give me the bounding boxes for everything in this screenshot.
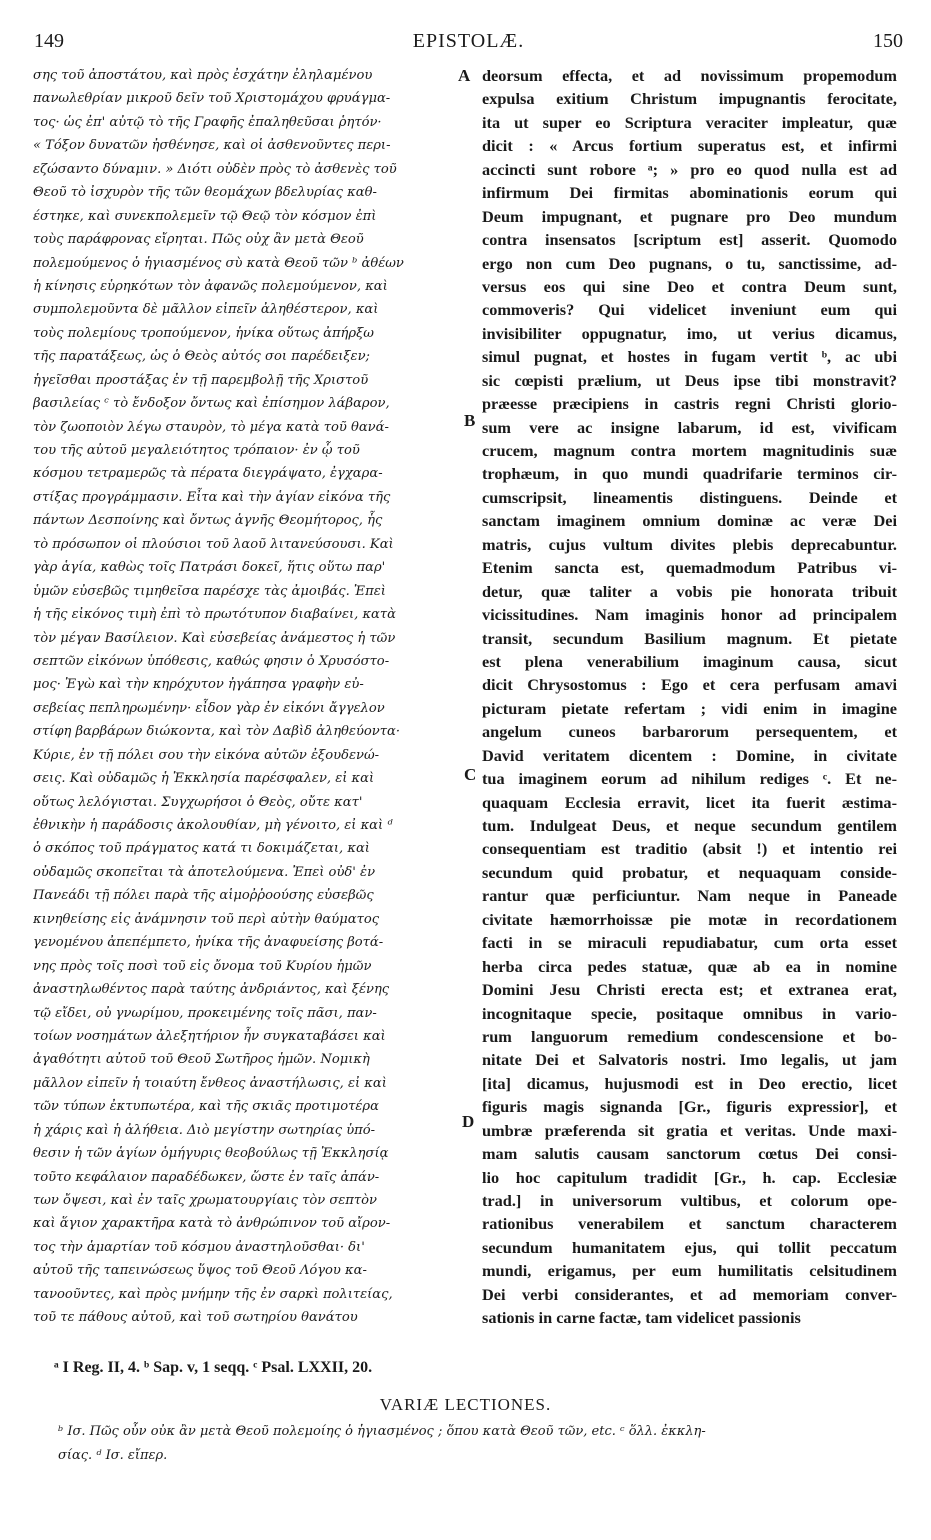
latin-text-line: dicit : « Arcus fortium superatus est, et infirmi	[482, 136, 897, 156]
greek-text-line: νης πρὸς τοῖς ποσὶ τοῦ εἰς ὄνομα τοῦ Κυρίου ἡμῶν	[33, 958, 372, 974]
section-marker-a: A	[458, 66, 471, 85]
latin-text-line: consequentiam est traditio (absit !) et intentio rei	[482, 839, 897, 859]
latin-text-line: matris, cujus vultum divites plebis deprecabuntur.	[482, 534, 897, 554]
page-title: EPISTOLÆ.	[412, 30, 525, 52]
greek-text-line: ἡ κίνησις εὑρηκότων τὸν ἀφανῶς πολεμούμενον, καὶ	[33, 278, 388, 294]
greek-text-line: σεπτῶν εἰκόνων ὑπόθεσις, καθώς φησιν ὁ Χρυσόστο-	[33, 653, 390, 669]
greek-text-line: καὶ ἅγιον χαρακτῆρα κατὰ τὸ ἀνθρώπινον τοῦ αἴρον-	[33, 1216, 391, 1232]
latin-text-line: simul pugnat, et hostes in fugam vertit ᵇ, ac ubi	[482, 347, 897, 367]
running-header	[34, 30, 903, 54]
greek-text-line: στίξας προγράμμασιν. Εἶτα καὶ τὴν ἁγίαν εἰκόνα τῆς	[33, 489, 391, 505]
latin-text-line: angelum cuneos barbarorum persequentem, et	[482, 722, 897, 742]
latin-text-line: ergo non cum Deo pugnans, o tu, sanctissime, ad-	[482, 253, 897, 273]
latin-text-line: David veritatem dicentem : Domine, in civitate	[482, 745, 897, 765]
varia-line: σίας. ᵈ Ισ. εἴπερ.	[58, 1448, 168, 1463]
greek-text-line: στίφη βαρβάρων διώκοντα, καὶ τὸν Δαβὶδ ἀληθεύοντα·	[33, 724, 401, 740]
latin-text-line: civitate hæmorrhoissæ pie motæ in recordationem	[482, 909, 897, 929]
greek-text-line: ἀναστηλωθέντος παρὰ ταύτης ἀνδριάντος, καὶ ξένης	[33, 982, 390, 998]
latin-text-line: dicit Chrysostomus : Ego et cera perfusam amavi	[482, 675, 897, 695]
latin-text-line: sic cœpisti prælium, ut Deus ipse tibi monstravit?	[482, 370, 897, 390]
greek-text-line: των ὄψεσι, καὶ ἐν ταῖς χρωματουργίαις τὸν σεπτὸν	[33, 1193, 377, 1208]
latin-text-line: tum. Indulgeat Deus, et neque secundum gentilem	[482, 816, 897, 835]
latin-text-line: nitate Dei et Salvatoris nostri. Imo legalis, ut jam	[482, 1050, 897, 1070]
latin-text-line: crucem, magnum contra mortem magnitudinis suæ	[482, 441, 897, 460]
latin-text-line: secundum humanitatem ejus, qui tollit peccatum	[482, 1237, 897, 1257]
greek-text-line: μος· Ἐγὼ καὶ τὴν κηρόχυτον ἠγάπησα γραφὴν εὐ-	[33, 677, 364, 693]
greek-text-line: πολεμούμενος ὁ ἡγιασμένος σὺ κατὰ Θεοῦ τῶν ᵇ ἀθέων	[33, 255, 404, 271]
greek-text-line: του τῆς αὐτοῦ μεγαλειότητος τρόπαιον· ἐν ᾧ τοῦ	[33, 443, 360, 458]
greek-text-line: σεβείας πεπληρωμένην· εἶδον γὰρ ἐν εἰκόνι ἄγγελον	[33, 700, 385, 716]
greek-text-line: ἡ τῆς εἰκόνος τιμὴ ἐπὶ τὸ πρωτότυπον διαβαίνει, κατὰ	[33, 607, 396, 623]
greek-text-line: Πανεάδι τῇ πόλει παρὰ τῆς αἱμοῤῥοούσης εὐσεβῶς	[33, 888, 374, 904]
section-marker-c: C	[464, 765, 477, 784]
greek-text-line: τὸν μέγαν Βασίλειον. Καὶ εὐσεβείας ἀνάμεστος ἡ τῶν	[33, 630, 396, 646]
latin-text-line: vicissitudines. Nam imaginis honor ad principalem	[482, 605, 897, 625]
greek-text-line: τοὺς παράφρονας εἴρηται. Πῶς οὐχ ἂν μετὰ Θεοῦ	[33, 232, 364, 248]
greek-text-line: τῆς παρατάξεως, ὡς ὁ Θεὸς αὐτός σοι παρέδειξεν;	[33, 349, 370, 365]
greek-text-line: Κύριε, ἐν τῇ πόλει σου τὴν εἰκόνα αὐτῶν ἐξουδενώ-	[33, 747, 380, 763]
greek-text-line: ἡ χάρις καὶ ἡ ἀλήθεια. Διὸ μεγίστην σωτηρίας ὑπό-	[33, 1122, 376, 1138]
latin-text-line: herba circa pedes statuæ, quæ ab ea in nomine	[482, 956, 897, 976]
greek-text-line: συμπολεμοῦντα δὲ μᾶλλον εἰπεῖν ἀληθέστερον, καὶ	[33, 302, 379, 318]
latin-text-line: transit, secundum Basilium magnum. Et pietate	[482, 628, 897, 648]
latin-text-line: incognitaque specie, positaque omnibus in vario-	[482, 1003, 897, 1023]
greek-text-line: ὁ σκόπος τοῦ πράγματος κατά τι δοκιμάζεται, καὶ	[33, 841, 370, 857]
greek-text-line: γὰρ ἁγία, καθὼς τοῖς Πατράσι δοκεῖ, ἥτις οὕτω παρ'	[33, 560, 386, 576]
latin-text-line: commoveris? Qui videlicet inveniunt eum qui	[482, 300, 897, 320]
latin-text-line: deorsum effecta, et ad novissimum propemodum	[482, 66, 897, 85]
greek-text-line: τὸν ζωοποιὸν λέγω σταυρὸν, τὸ μέγα κατὰ τοῦ θανά-	[33, 419, 389, 435]
greek-text-line: τος· ὡς ἐπ' αὐτῷ τὸ τῆς Γραφῆς ἐπαληθεῦσαι ῥητόν·	[33, 114, 382, 130]
latin-text-line: secundum quid probatur, et nequaquam conside-	[482, 862, 897, 882]
greek-text-line: τῷ εἴδει, οὐ γνωρίμου, προκειμένης τοῖς πᾶσι, παν-	[33, 1005, 377, 1021]
greek-text-line: τοῦτο κεφάλαιον παραδέδωκεν, ὥστε ἐν ταῖς ἁπάν-	[33, 1169, 380, 1185]
latin-text-line: umbræ præferenda sit gratia et veritas. Unde maxi-	[482, 1120, 897, 1140]
page-number-right: 150	[873, 30, 903, 52]
variae-lectiones	[58, 1420, 903, 1468]
latin-text-line: versus eos qui sine Deo et contra Deum sunt,	[482, 276, 897, 296]
latin-text-line: sationis in carne factæ, tam videlicet passionis	[482, 1308, 801, 1328]
greek-text-line: γενομένου ἀπεπέμπετο, ἡνίκα τῆς ἀναφυείσης βοτά-	[33, 935, 384, 951]
latin-text-line: præesse præcipiens in castris regni Christi glorio-	[482, 394, 897, 414]
greek-text-line: τοὺς πολεμίους τροπούμενον, ἡνίκα οὕτως ἀπήρξω	[33, 325, 374, 341]
greek-text-line: κόσμου τετραμερῶς τὰ πέρατα διεγράψατο, ἐγχαρα-	[33, 466, 383, 482]
latin-text-line: contra insensatos [scriptum est] asserit. Quomodo	[482, 230, 897, 250]
greek-text-line: ἡγεῖσθαι προστάξας ἐν τῇ παρεμβολῇ τῆς Χριστοῦ	[33, 372, 369, 388]
latin-text-line: rum languorum remedium condescensione et bo-	[482, 1026, 897, 1046]
section-marker-b: B	[464, 411, 476, 430]
latin-text-line: tua imaginem eorum ad nihilum rediges ᶜ. Et ne-	[482, 769, 897, 789]
greek-text-line: οὕτως λελόγισται. Συγχωρήσοι ὁ Θεὸς, οὔτε κατ'	[33, 794, 363, 810]
latin-text-line: figuris magis signanda [Gr., figuris expressior], et	[482, 1097, 897, 1117]
latin-text-line: [ita] dicamus, hujusmodi est in Deo erectio, licet	[482, 1073, 897, 1093]
greek-text-line: βασιλείας ᶜ τὸ ἔνδοξον ὄντως καὶ ἐπίσημον λάβαρον,	[33, 396, 390, 412]
latin-text-line: trophæum, in quo mundi quadrifarie terminos cir-	[482, 464, 897, 484]
greek-text-line: « Τόξον δυνατῶν ἠσθένησε, καὶ οἱ ἀσθενοῦντες περι-	[33, 138, 391, 154]
latin-text-line: rantur quæ perficiuntur. Nam neque in Paneade	[482, 886, 897, 906]
latin-text-line: est plena venerabilium imaginum causa, sicut	[482, 651, 897, 671]
latin-text-line: Domini Jesu Christi erecta est; et extranea erat,	[482, 980, 897, 1000]
varia-line: ᵇ Ισ. Πῶς οὖν οὐκ ἂν μετὰ Θεοῦ πολεμοίης ὁ ἡγιασμένος ; ὅπου κατὰ Θεοῦ τῶν, etc. ᶜ ὅλλ. ἐκκλη-	[58, 1424, 706, 1439]
latin-text-line: ita ut super eo Scriptura veraciter impleatur, quæ	[482, 112, 897, 132]
latin-text-line: Dei verbi considerantes, et ad memoriam conver-	[482, 1284, 897, 1304]
latin-text-line: detur, quæ taliter a vobis pie honorata tribuit	[482, 581, 897, 601]
latin-text-line: Etenim sancta est, quemadmodum Patribus vi-	[482, 558, 897, 578]
greek-text-line: σεις. Καὶ οὐδαμῶς ἡ Ἐκκλησία παρέσφαλεν, εἰ καὶ	[33, 771, 375, 787]
greek-text-line: Θεοῦ τὸ ἰσχυρὸν τῆς τῶν θεομάχων βδελυρίας καθ-	[33, 185, 377, 201]
greek-text-line: τοίων νοσημάτων ἀλεξητήριον ἦν συγκαταβάσει καὶ	[33, 1028, 386, 1044]
latin-text-line: invisibiliter oppugnatur, imo, ut verius dicamus,	[482, 323, 897, 343]
greek-text-line: πάντων Δεσποίνης καὶ ὄντως ἁγνῆς Θεομήτορος, ἧς	[33, 513, 383, 529]
latin-column	[482, 64, 897, 1330]
latin-text-line: infirmum Dei firmitas abominationis eorum qui	[482, 183, 897, 203]
latin-text-line: mundi, erigamus, per eum humilitatis celsitudinem	[482, 1261, 897, 1281]
greek-column	[33, 64, 454, 1330]
latin-text-line: lio hoc capitulum tradidit [Gr., h. cap. Ecclesiæ	[482, 1167, 897, 1187]
greek-text-line: έστηκε, καὶ συνεκπολεμεῖν τῷ Θεῷ τὸν κόσμον ἐπὶ	[33, 208, 377, 224]
greek-text-line: τανοοῦντες, καὶ πρὸς μνήμην τῆς ἐν σαρκὶ πολιτείας,	[33, 1286, 393, 1302]
latin-text-line: mam salutis causam sanctorum cœtus Dei consi-	[482, 1144, 897, 1164]
latin-text-line: trad.] in universorum vultibus, et colorum ope-	[482, 1191, 897, 1210]
greek-text-line: μᾶλλον εἰπεῖν ἡ τοιαύτη ἔνθεος ἀναστήλωσις, εἰ καὶ	[33, 1075, 387, 1091]
latin-text-line: quaquam Ecclesia erravit, licet ita fuerit æstima-	[482, 792, 897, 812]
scripture-footnotes: ᵃ I Reg. II, 4. ᵇ Sap. v, 1 seqq. ᶜ Psal. LXXII, 20.	[54, 1359, 373, 1376]
section-marker-d: D	[462, 1112, 475, 1131]
variae-lectiones-heading: VARIÆ LECTIONES.	[379, 1395, 552, 1414]
greek-text-line: τῶν τύπων ἐκτυπωτέρα, καὶ τῆς σκιᾶς προτιμοτέρα	[33, 1099, 379, 1115]
greek-text-line: κινηθείσης εἰς ἀνάμνησιν τοῦ περὶ αὐτὴν θαύματος	[33, 911, 380, 927]
greek-text-line: αὐτοῦ τῆς ταπεινώσεως ὕψος τοῦ Θεοῦ Λόγου κα-	[33, 1263, 367, 1279]
greek-text-line: ὑμῶν εὐσεβῶς τιμηθεῖσα παρέσχε τὰς ἀμοιβάς. Ἐπεὶ	[33, 583, 386, 599]
latin-text-line: accincti sunt robore ᵃ; » pro eo quod nulla est ad	[482, 159, 897, 179]
greek-text-line: σης τοῦ ἀποστάτου, καὶ πρὸς ἐσχάτην ἐληλαμένου	[33, 68, 373, 83]
latin-text-line: expulsa exitium Christum impugnantis ferocitate,	[482, 89, 897, 109]
greek-text-line: ἀγαθότητι αὐτοῦ τοῦ Θεοῦ Σωτῆρος ἡμῶν. Νομικὴ	[33, 1052, 370, 1068]
greek-text-line: τος τὴν ἁμαρτίαν τοῦ κόσμου ἀναστηλοῦσθαι· δι'	[33, 1239, 365, 1255]
latin-text-line: facti in se miraculi repudiabatur, cum orta esset	[482, 933, 897, 953]
greek-text-line: τὸ πρόσωπον οἱ πλούσιοι τοῦ λαοῦ λιτανεύσουσι. Καὶ	[33, 536, 394, 552]
latin-text-line: cumscripsit, lineamentis distinguens. Deinde et	[482, 487, 897, 507]
latin-text-line: Deum impugnant, et pugnare pro Deo mundum	[482, 206, 897, 226]
greek-text-line: οὐδαμῶς σκοπεῖται τὰ ἀποτελούμενα. Ἐπεὶ οὐδ' ἐν	[33, 864, 376, 880]
page-number-left: 149	[34, 30, 64, 52]
greek-text-line: εζώσαντο δύναμιν. » Διότι οὐδὲν πρὸς τὸ ἀσθενὲς τοῦ	[33, 161, 397, 177]
greek-text-line: θεσιν ἡ τῶν ἁγίων ὁμήγυρις θεοβούλως τῇ Ἐκκλησίᾳ	[33, 1146, 389, 1162]
latin-text-line: sanctam imaginem omnium dominæ ac veræ Dei	[482, 511, 897, 531]
greek-text-line: πανωλεθρίαν μικροῦ δεῖν τοῦ Χριστομάχου φρυάγμα-	[33, 91, 391, 107]
latin-text-line: rationibus venerabilem et sanctum characterem	[482, 1214, 897, 1234]
latin-text-line: picturam pietate refertam ; vidi enim in imagine	[482, 698, 897, 718]
greek-text-line: τοῦ τε πάθους αὐτοῦ, καὶ τοῦ σωτηρίου θανάτου	[33, 1310, 358, 1326]
latin-text-line: sum vere ac insigne labarum, id est, vivificam	[482, 417, 897, 437]
greek-text-line: ἐθνικὴν ἡ παράδοσις ἀκολουθίαν, μὴ γένοιτο, εἰ καὶ ᵈ	[33, 818, 393, 833]
